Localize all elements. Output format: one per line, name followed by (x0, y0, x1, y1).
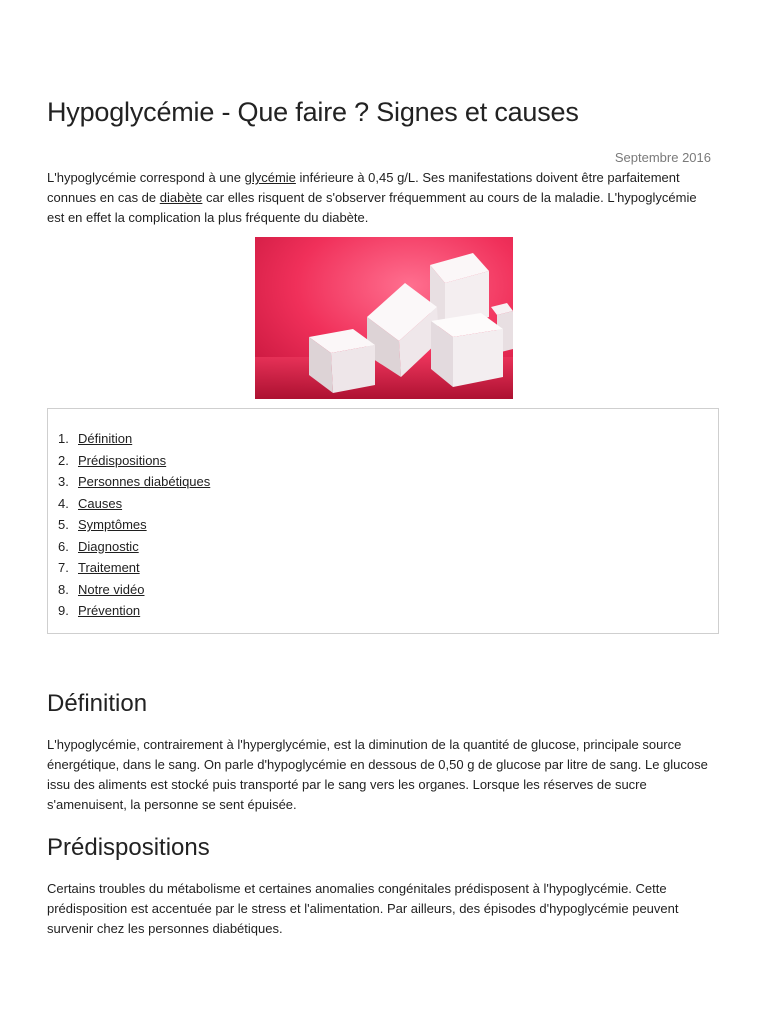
toc-link-definition[interactable]: Définition (78, 431, 133, 446)
toc-number: 1. (58, 431, 69, 446)
toc-number: 5. (58, 517, 69, 532)
toc-link-prevention[interactable]: Prévention (78, 603, 141, 618)
toc-link-causes[interactable]: Causes (78, 495, 123, 511)
toc-number: 4. (58, 495, 69, 511)
section-heading-predispositions: Prédispositions (47, 834, 210, 861)
toc-item (58, 450, 210, 472)
toc-number: 8. (58, 581, 69, 597)
toc-number: 2. (58, 452, 69, 468)
intro-text-2: inférieure à 0,45 g/L. Ses manifestations doivent être parfaitement connues en cas de (47, 170, 680, 205)
section-heading-definition: Définition (47, 690, 148, 717)
toc-number: 6. (58, 538, 69, 554)
glycemie-link[interactable]: glycémie (244, 170, 296, 185)
diabete-link[interactable]: diabète (159, 190, 203, 205)
section-text-definition: L'hypoglycémie, contrairement à l'hyperglycémie, est la diminution de la quantité de glucose, principale source énergétique, dans le sang. On parle d'hypoglycémie en dessous de 0,50 g de glucose par litre de sang. Le glucose issu des aliments est stocké puis transporté par le sang vers les organes. Lorsque les réserves de sucre s'amenuisent, la personne se sent épuisée. (47, 737, 708, 812)
toc-number: 3. (58, 474, 69, 489)
intro-paragraph (47, 168, 712, 228)
toc-link-traitement[interactable]: Traitement (78, 560, 140, 575)
intro-text-1: L'hypoglycémie correspond à une (47, 170, 245, 185)
toc-item (58, 493, 210, 515)
toc-item (58, 514, 210, 536)
sugar-cubes-image (255, 237, 513, 399)
toc-number: 9. (58, 603, 69, 618)
toc-item (58, 471, 210, 493)
toc-link-symptomes[interactable]: Symptômes (78, 517, 147, 532)
sugar-cubes-illustration (255, 237, 513, 399)
section-text-predispositions: Certains troubles du métabolisme et certaines anomalies congénitales prédisposent à l'hypoglycémie. Cette prédisposition est accentuée par le stress et l'alimentation. Par ailleurs, des épisodes d'hypoglycémie peuvent survenir chez les personnes diabétiques. (47, 881, 679, 936)
toc-link-predispositions[interactable]: Prédispositions (78, 452, 167, 468)
toc-link-personnes-diabetiques[interactable]: Personnes diabétiques (78, 474, 211, 489)
toc-item (58, 428, 210, 450)
intro-text-3: car elles risquent de s'observer fréquemment au cours de la maladie. L'hypoglycémie est en effet la complication la plus fréquente du diabète. (47, 190, 697, 225)
toc-item (58, 557, 210, 579)
page-title: Hypoglycémie - Que faire ? Signes et causes (47, 97, 579, 127)
toc-number: 7. (58, 560, 69, 575)
toc-item (58, 536, 210, 558)
publication-date: Septembre 2016 (614, 150, 711, 165)
table-of-contents (47, 408, 719, 634)
toc-link-diagnostic[interactable]: Diagnostic (78, 538, 139, 554)
toc-link-notre-video[interactable]: Notre vidéo (78, 581, 145, 597)
toc-item (58, 600, 210, 622)
toc-list (58, 428, 210, 622)
toc-item (58, 579, 210, 601)
